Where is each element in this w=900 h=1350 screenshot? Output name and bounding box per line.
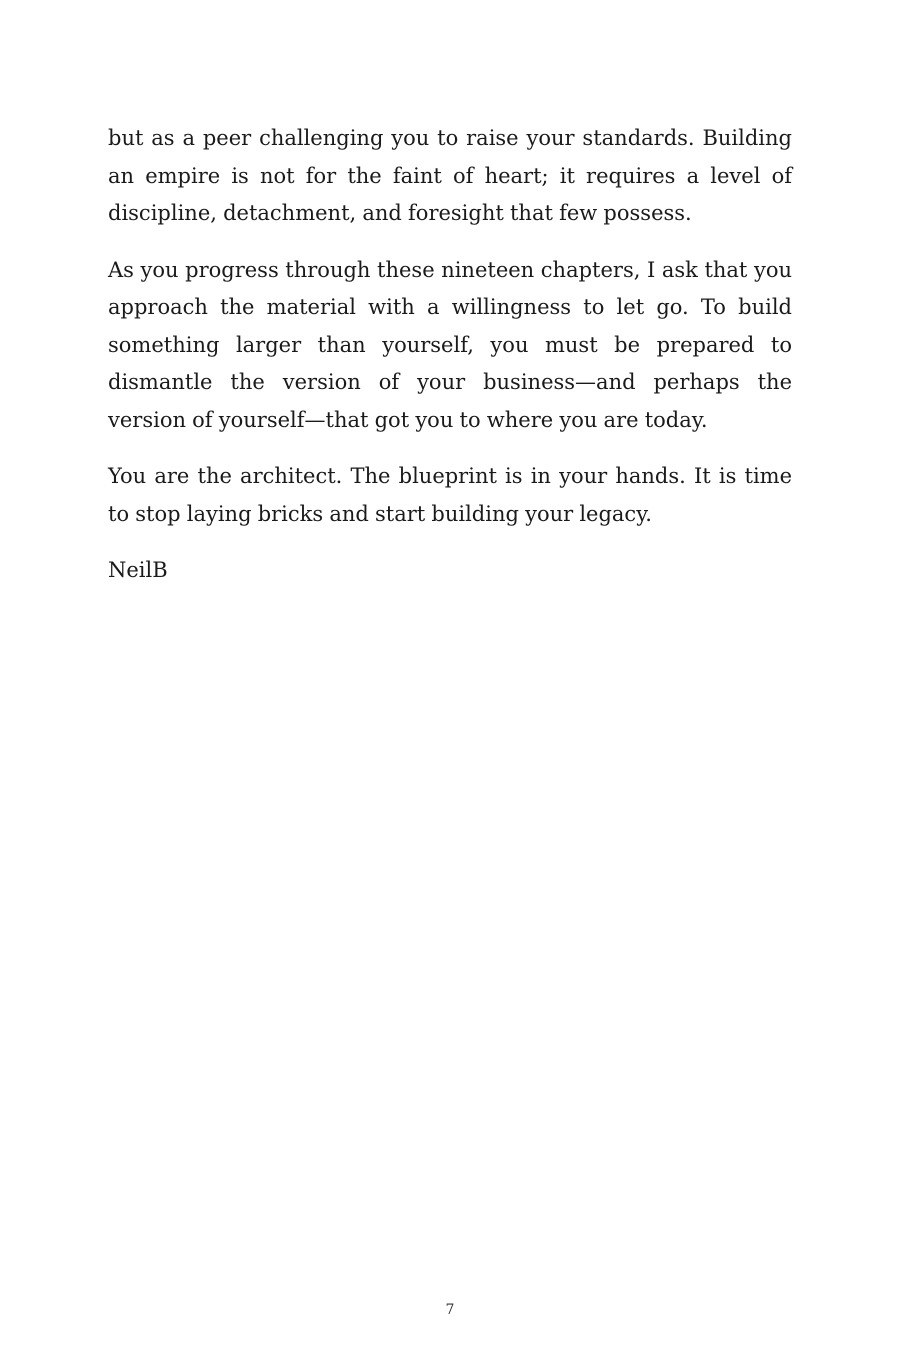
paragraph-3: You are the architect. The blueprint is in your hands. It is time to stop laying bricks and start building your legacy. xyxy=(108,464,792,526)
paragraph-1: but as a peer challenging you to raise your standards. Building an empire is not for the faint of heart; it requires a level of discipline, detachment, and foresight that few possess. xyxy=(108,126,792,225)
page-number: 7 xyxy=(445,1302,455,1318)
body-text xyxy=(108,120,792,609)
author-signature: NeilB xyxy=(108,558,168,582)
paragraph-2: As you progress through these nineteen chapters, I ask that you approach the material with a willingness to let go. To build something larger than yourself, you must be prepared to dismantle the version of your business—and perhaps the version of yourself—that got you to where you are today. xyxy=(108,257,792,432)
